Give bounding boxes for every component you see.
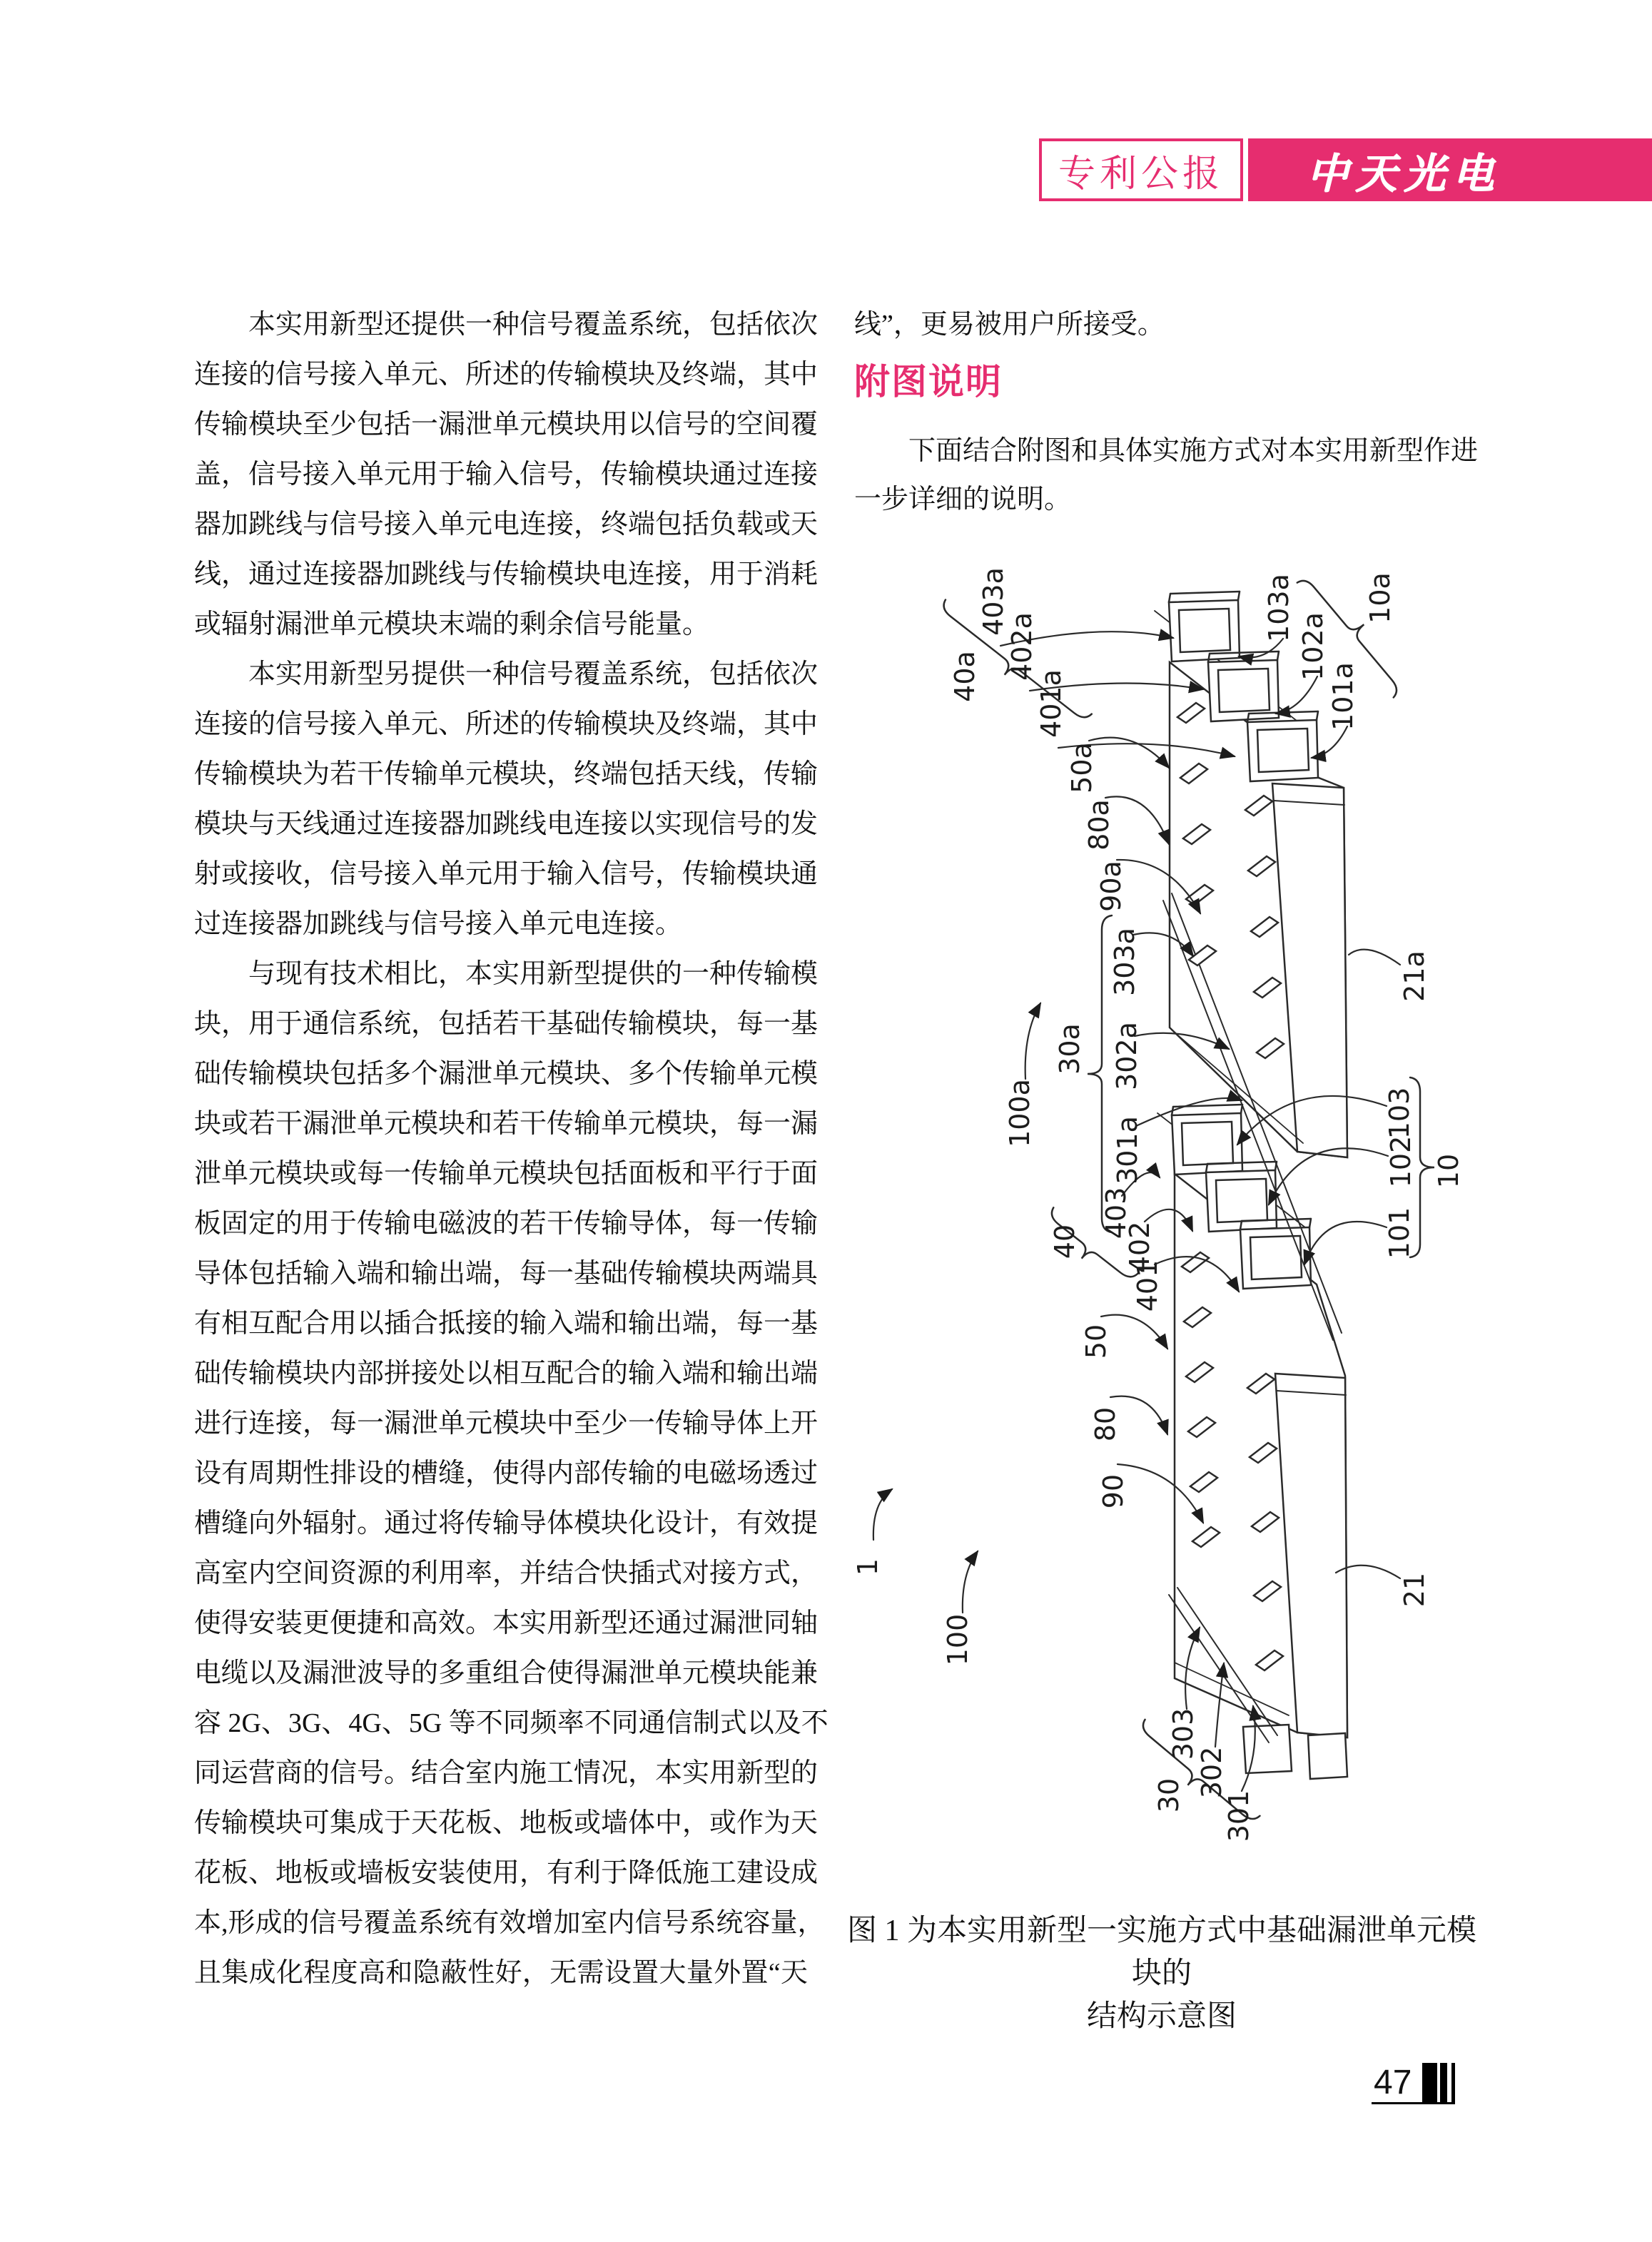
text-line: 有相互配合用以插合抵接的输入端和输出端，每一基: [194, 1309, 819, 1339]
text-line: 连接的信号接入单元、所述的传输模块及终端，其中: [194, 360, 819, 390]
figure-label-302a: 302a: [1111, 1022, 1142, 1090]
figure-label-80a: 80a: [1083, 799, 1115, 851]
figure-label-402: 402: [1124, 1221, 1155, 1274]
figure-label-303a: 303a: [1109, 928, 1140, 996]
leader-101: [1304, 1222, 1387, 1264]
figure-label-403: 403: [1100, 1187, 1132, 1239]
figure-label-30a: 30a: [1054, 1023, 1085, 1075]
figure-label-301: 301: [1223, 1790, 1255, 1842]
leader-21a: [1349, 950, 1400, 965]
footer-bar-mark: [1422, 2063, 1437, 2103]
leader-1: [873, 1489, 892, 1540]
figure-label-10: 10: [1433, 1153, 1464, 1189]
figure-caption: [841, 1909, 1483, 2038]
text-line: 础传输模块包括多个漏泄单元模块、多个传输单元模: [194, 1059, 819, 1089]
figure-label-303: 303: [1167, 1708, 1199, 1760]
text-line: 使得安装更便捷和高效。本实用新型还通过漏泄同轴: [194, 1608, 819, 1638]
cell-102a: [1208, 651, 1279, 721]
text-line: 本,形成的信号覆盖系统有效增加室内信号系统容量，: [194, 1908, 825, 1938]
text-line: 槽缝向外辐射。通过将传输导体模块化设计，有效提: [194, 1508, 819, 1538]
text-line: 花板、地板或墙板安装使用，有利于降低施工建设成: [194, 1858, 819, 1888]
text-line: 且集成化程度高和隐蔽性好，无需设置大量外置“天: [194, 1958, 808, 1988]
figure-label-50a: 50a: [1066, 742, 1098, 793]
gazette-tab: [1039, 138, 1243, 201]
leader-102a: [1276, 676, 1317, 714]
figure-label-100: 100: [942, 1613, 973, 1666]
text-line: 线，通过连接器加跳线与传输模块电连接，用于消耗: [194, 559, 819, 589]
text-line: 块，用于通信系统，包括若干基础传输模块，每一基: [194, 1009, 819, 1039]
figure-label-103: 103: [1384, 1087, 1415, 1140]
text-line: 模块与天线通过连接器加跳线电连接以实现信号的发: [194, 809, 819, 839]
text-line: 高室内空间资源的利用率，并结合快插式对接方式，: [194, 1558, 819, 1588]
text-line: 过连接器加跳线与信号接入单元电连接。: [194, 909, 683, 939]
text-line: 设有周期性排设的槽缝，使得内部传输的电磁场透过: [194, 1459, 819, 1488]
figure-label-302: 302: [1196, 1746, 1227, 1799]
figure-caption-line-2: 结构示意图: [1086, 2000, 1237, 2033]
text-line: 传输模块可集成于天花板、地板或墙体中，或作为天: [194, 1808, 819, 1838]
figure-label-102: 102: [1385, 1135, 1417, 1188]
cell-103a: [1169, 592, 1240, 661]
figure-label-30: 30: [1153, 1777, 1185, 1813]
gazette-tab-label: 专利公报: [1058, 153, 1224, 195]
leader-102: [1269, 1148, 1388, 1204]
figure-label-100a: 100a: [1004, 1079, 1035, 1147]
text-line: 射或接收，信号接入单元用于输入信号，传输模块通: [194, 859, 819, 889]
leader-100a: [1025, 1003, 1040, 1079]
page-number: 47: [1374, 2064, 1412, 2101]
text-line: 进行连接，每一漏泄单元模块中至少一传输导体上开: [194, 1409, 819, 1439]
leader-80a: [1105, 796, 1169, 844]
figure-label-80: 80: [1090, 1406, 1121, 1442]
text-line: 本实用新型还提供一种信号覆盖系统，包括依次: [194, 310, 819, 340]
text-line: 与现有技术相比，本实用新型提供的一种传输模: [194, 959, 819, 989]
carryover-line: 线”，更易被用户所接受。: [854, 310, 1165, 340]
figure-label-101: 101: [1384, 1207, 1415, 1259]
figure-label-1: 1: [852, 1558, 883, 1576]
figure-label-21a: 21a: [1399, 950, 1430, 1002]
text-line: 或辐射漏泄单元模块末端的剩余信号能量。: [194, 609, 710, 639]
text-line: 块或若干漏泄单元模块和若干传输单元模块，每一漏: [194, 1109, 819, 1139]
patent-figure-1: [821, 542, 1534, 1877]
figure-caption-line-1: 图 1 为本实用新型一实施方式中基础漏泄单元模块的: [846, 1914, 1476, 1990]
figure-label-401: 401: [1132, 1259, 1163, 1312]
figure-label-401a: 401a: [1035, 669, 1067, 738]
text-line: 连接的信号接入单元、所述的传输模块及终端，其中: [194, 709, 819, 739]
footer-bar-mark: [1451, 2063, 1455, 2103]
figure-label-21: 21: [1399, 1572, 1430, 1608]
module-b-end-tab: [1308, 1733, 1347, 1779]
leader-50a: [1089, 738, 1169, 768]
figure-label-40: 40: [1049, 1224, 1080, 1259]
text-line: 电缆以及漏泄波导的多重组合使得漏泄单元模块能兼: [194, 1658, 819, 1688]
figure-label-90: 90: [1098, 1473, 1129, 1509]
text-line: 盖，信号接入单元用于输入信号，传输模块通过连接: [194, 460, 819, 490]
section-heading: 附图说明: [854, 362, 1003, 402]
brand-logo: 中天光电: [1307, 151, 1501, 197]
text-line: 器加跳线与信号接入单元电连接，终端包括负载或天: [194, 509, 819, 539]
figure-label-101a: 101a: [1327, 662, 1359, 731]
text-line: 本实用新型另提供一种信号覆盖系统，包括依次: [194, 659, 819, 689]
figure-label-403a: 403a: [978, 567, 1009, 636]
right-text-column: [854, 427, 1479, 524]
figure-label-102a: 102a: [1297, 612, 1329, 681]
figure-label-402a: 402a: [1006, 612, 1038, 681]
cell-101a: [1247, 711, 1318, 781]
figure-label-50: 50: [1080, 1324, 1112, 1359]
footer-bar-mark: [1440, 2063, 1447, 2103]
figure-label-90a: 90a: [1095, 861, 1127, 912]
figure-label-10a: 10a: [1364, 572, 1396, 624]
text-line: 础传输模块内部拼接处以相互配合的输入端和输出端: [194, 1359, 819, 1389]
text-line: 传输模块为若干传输单元模块，终端包括天线，传输: [194, 759, 819, 789]
text-line: 一步详细的说明。: [854, 485, 1072, 514]
text-line: 传输模块至少包括一漏泄单元模块用以信号的空间覆: [194, 410, 819, 440]
left-text-column: [194, 300, 828, 1998]
text-line: 下面结合附图和具体实施方式对本实用新型作进: [854, 436, 1479, 466]
text-line: 泄单元模块或每一传输单元模块包括面板和平行于面: [194, 1159, 819, 1189]
figure-label-301a: 301a: [1112, 1116, 1143, 1185]
leader-100: [963, 1551, 978, 1613]
text-line: 板固定的用于传输电磁波的若干传输导体，每一传输: [194, 1209, 819, 1239]
brand-bar: [1248, 138, 1652, 201]
text-line: 容 2G、3G、4G、5G 等不同频率不同通信制式以及不: [194, 1708, 828, 1738]
text-line: 导体包括输入端和输出端，每一基础传输模块两端具: [194, 1259, 819, 1289]
figure-label-103a: 103a: [1263, 574, 1294, 642]
brace-30a: [1088, 915, 1112, 1232]
figure-label-40a: 40a: [949, 651, 980, 702]
text-line: 同运营商的信号。结合室内施工情况，本实用新型的: [194, 1758, 819, 1788]
